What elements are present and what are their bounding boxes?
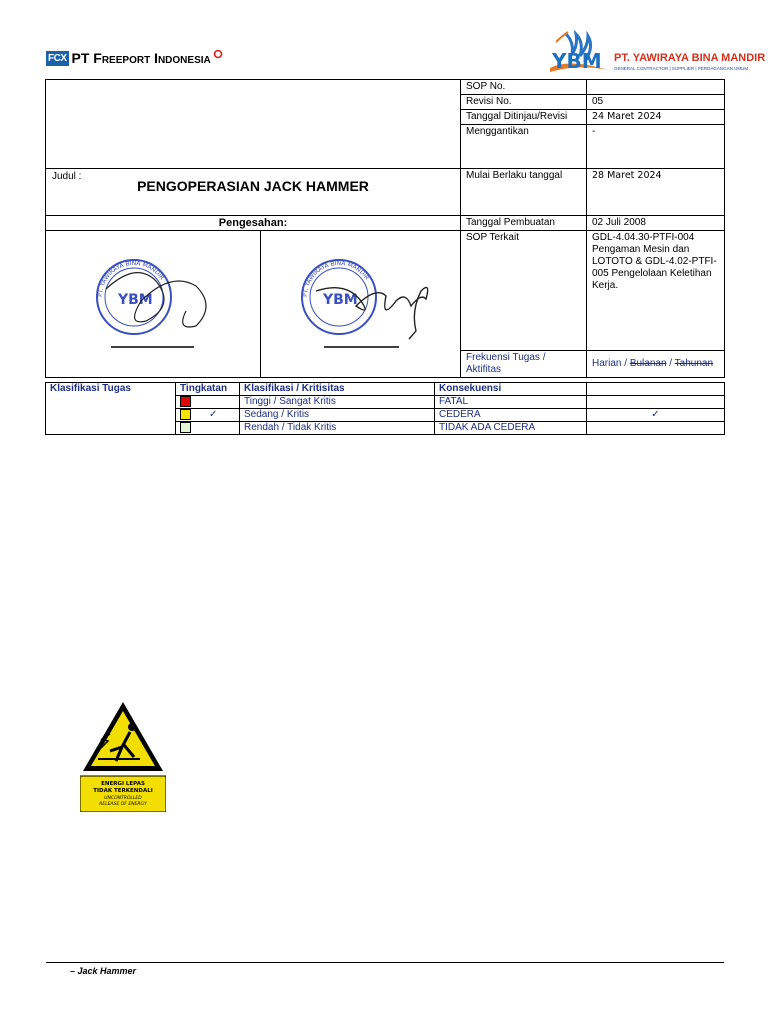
freq-sep-1: /	[621, 357, 630, 369]
ybm-logo	[548, 28, 766, 78]
hazard-line-2: TIDAK TERKENDALI	[93, 788, 153, 794]
revisi-label: Revisi No.	[461, 95, 587, 110]
stamp-1-text: PT. YAWIRAYA BINA MANDIR	[96, 259, 166, 298]
hazard-line-4: RELEASE OF ENERGY	[99, 802, 147, 807]
konsekuensi-value: CEDERA	[435, 409, 587, 422]
menggantikan-value: -	[587, 125, 725, 169]
blank-header-cell	[46, 80, 461, 169]
freq-bulanan: Bulanan	[629, 357, 667, 369]
freq-harian: Harian	[592, 357, 622, 369]
klasifikasi-title: Klasifikasi Tugas	[46, 383, 176, 435]
frekuensi-value	[587, 350, 725, 377]
menggantikan-label: Menggantikan	[461, 125, 587, 169]
ybm-tagline: GENERAL CONTRACTOR | SUPPLIER | PERDAGANGAN UMUM	[614, 66, 749, 71]
hazard-line-1: ENERGI LEPAS	[101, 781, 145, 787]
ybm-emblem-icon	[548, 28, 614, 78]
col-klasifikasi: Klasifikasi / Kritisitas	[240, 383, 435, 396]
fcx-mark: FCX	[48, 52, 67, 64]
pengesahan-label: Pengesahan:	[46, 216, 461, 231]
freq-sep-2: /	[666, 357, 675, 369]
konsekuensi-check	[587, 396, 725, 409]
signature-stamp-1	[46, 231, 261, 373]
hazard-sign	[80, 699, 166, 812]
klasifikasi-value: Tinggi / Sangat Kritis	[240, 396, 435, 409]
klasifikasi-table	[45, 382, 725, 435]
level-color-swatch	[180, 422, 191, 433]
electric-shock-warning-icon	[80, 699, 166, 812]
revisi-value: 05	[587, 95, 725, 110]
mulai-label: Mulai Berlaku tanggal	[461, 169, 587, 216]
sop-no-label: SOP No.	[461, 80, 587, 95]
freeport-company-name: PT Freeport Indonesia	[71, 50, 211, 66]
klasifikasi-value: Sedang / Kritis	[240, 409, 435, 422]
col-tingkatan: Tingkatan	[176, 383, 240, 396]
signature-cell-1	[46, 231, 261, 378]
judul-cell	[46, 169, 461, 216]
pembuatan-label: Tanggal Pembuatan	[461, 216, 587, 231]
footer-divider	[46, 962, 724, 963]
konsekuensi-check: ✓	[587, 409, 725, 422]
tanggal-revisi-value: 24 Maret 2024	[587, 110, 725, 125]
tingkatan-check: ✓	[209, 409, 218, 421]
level-color-swatch	[180, 409, 191, 420]
konsekuensi-value: TIDAK ADA CEDERA	[435, 422, 587, 435]
konsekuensi-check	[587, 422, 725, 435]
frekuensi-label: Frekuensi Tugas / Aktifitas	[461, 350, 587, 377]
judul-title: PENGOPERASIAN JACK HAMMER	[137, 178, 369, 194]
tanggal-revisi-label: Tanggal Ditinjau/Revisi	[461, 110, 587, 125]
pembuatan-value: 02 Juli 2008	[587, 216, 725, 231]
stamp-2-text: PT. YAWIRAYA BINA MANDIR	[301, 259, 371, 298]
tingkatan-cell	[176, 396, 240, 409]
signature-stamp-2	[261, 231, 461, 373]
sop-no-value	[587, 80, 725, 95]
level-color-swatch	[180, 396, 191, 407]
col-empty	[587, 383, 725, 396]
freq-tahunan: Tahunan	[674, 357, 714, 369]
freeport-emblem-icon	[213, 49, 223, 59]
stamp-1-mark: YBM	[118, 292, 153, 308]
sop-terkait-value: GDL-4.04.30-PTFI-004 Pengaman Mesin dan LOTOTO & GDL-4.02-PTFI-005 Pengelolaan Keletihan Kerja.	[587, 231, 725, 351]
stamp-2-mark: YBM	[323, 292, 358, 308]
freeport-logo	[46, 48, 223, 68]
tingkatan-cell	[176, 409, 240, 422]
tingkatan-cell	[176, 422, 240, 435]
ybm-company-name: PT. YAWIRAYA BINA MANDIR	[614, 52, 766, 64]
hazard-line-3: UNCONTROLLED	[104, 796, 142, 801]
judul-label: Judul :	[52, 171, 82, 182]
signature-cell-2	[261, 231, 461, 378]
ybm-mark: YBM	[552, 49, 602, 73]
konsekuensi-value: FATAL	[435, 396, 587, 409]
sop-terkait-label: SOP Terkait	[461, 231, 587, 351]
mulai-value: 28 Maret 2024	[587, 169, 725, 216]
footer-text: – Jack Hammer	[70, 966, 137, 976]
sop-header-table	[45, 79, 725, 378]
col-konsekuensi: Konsekuensi	[435, 383, 587, 396]
klasifikasi-value: Rendah / Tidak Kritis	[240, 422, 435, 435]
